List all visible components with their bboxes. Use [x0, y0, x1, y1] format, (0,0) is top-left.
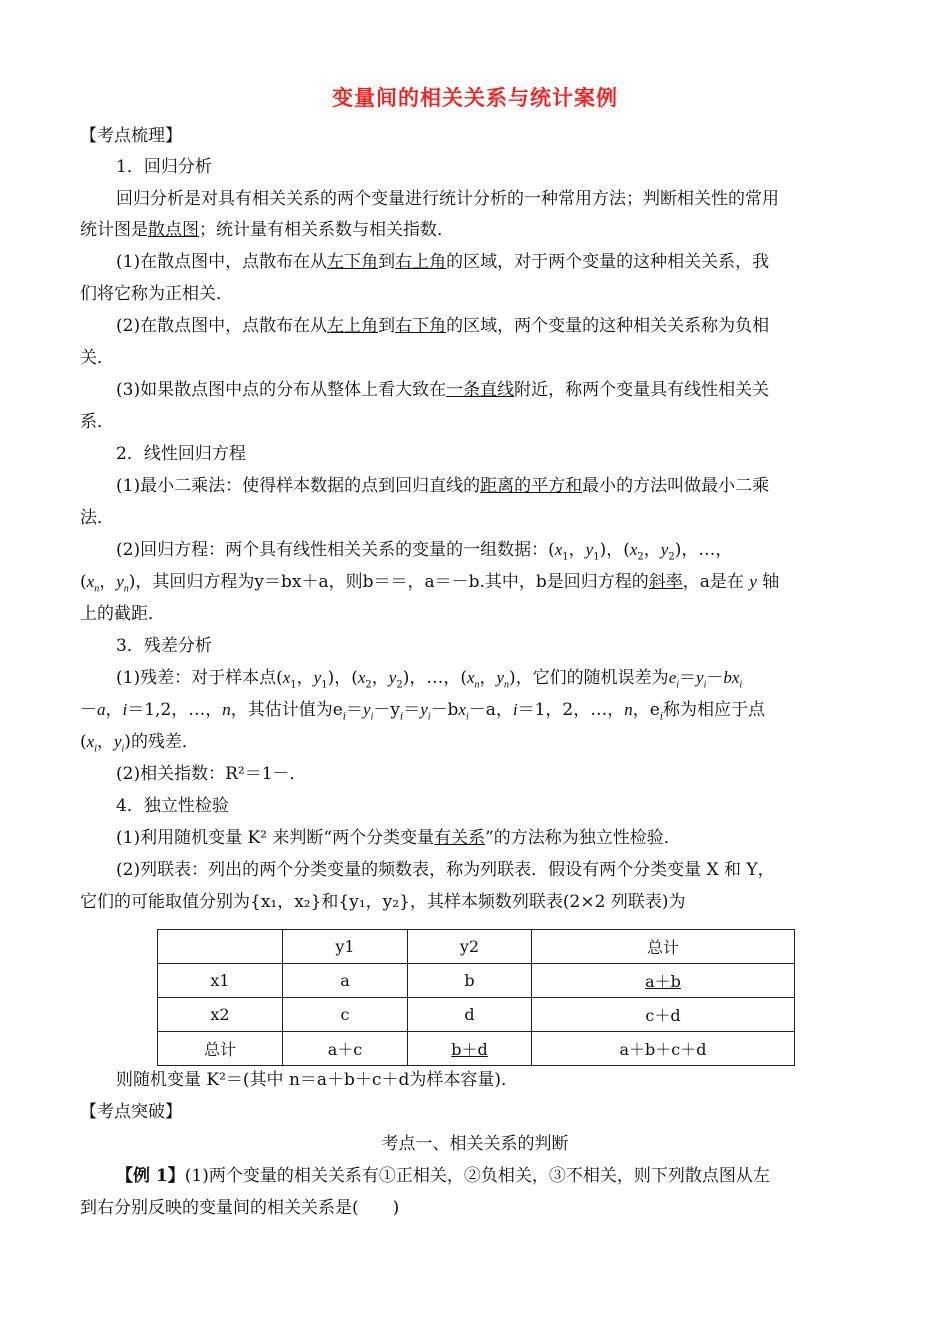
paragraph-line: (2)回归方程：两个具有线性相关关系的变量的一组数据：($x_1$，$y_1$)，($x_2$，$y_2$)，…， — [116, 540, 733, 563]
table-cell: 总计 — [532, 930, 795, 964]
paragraph-line: 回归分析是对具有相关关系的两个变量进行统计分析的一种常用方法；判断相关性的常用 — [116, 189, 779, 209]
paragraph-line: 法． — [80, 508, 114, 528]
paragraph-line: 到右分别反映的变量间的相关关系是( ) — [80, 1198, 400, 1218]
paragraph-line: (3)如果散点图中点的分布从整体上看大致在一条直线附近，称两个变量具有线性相关关 — [116, 380, 770, 400]
table-cell: y1 — [283, 930, 408, 964]
heading-residual-analysis: 3．残差分析 — [116, 636, 212, 656]
paragraph-line: (1)利用随机变量 K² 来判断“两个分类变量有关系”的方法称为独立性检验． — [116, 828, 681, 848]
paragraph-line: ($x_n$，$y_n$)，其回归方程为y＝bx＋a，则b＝＝，a＝－b.其中，b是回归方程的斜率，a是在 y 轴 — [80, 572, 780, 595]
table-cell: a＋b＋c＋d — [532, 1032, 795, 1066]
table-cell: d — [408, 998, 532, 1032]
paragraph-line: 它们的可能取值分别为{x₁，x₂}和{y₁，y₂}，其样本频数列联表(2×2 列联表)为 — [80, 892, 686, 912]
heading-regression-analysis: 1．回归分析 — [116, 157, 212, 177]
paragraph-line: (2)列联表：列出的两个分类变量的频数表，称为列联表．假设有两个分类变量 X 和 Y， — [116, 860, 775, 880]
paragraph-line: 们将它称为正相关． — [80, 284, 233, 304]
paragraph-line: (1)在散点图中，点散布在从左下角到右上角的区域，对于两个变量的这种相关关系，我 — [116, 252, 770, 272]
paragraph-line: ($x_i$，$y_i$)的残差． — [80, 732, 199, 755]
paragraph-line: 上的截距． — [80, 604, 165, 624]
paragraph-line: (2)相关指数：R²＝1－． — [116, 764, 307, 784]
heading-linear-regression: 2．线性回归方程 — [116, 444, 246, 464]
paragraph-line: －a，i＝1,2，…，n，其估计值为$e_i=y_i-y_i=y_i-bx_i-a$，i＝1，2，…，n，$e_i$称为相应于点 — [80, 700, 766, 723]
underlined-term: 左上角 — [327, 316, 379, 336]
table-cell: b＋d — [408, 1032, 532, 1066]
table-cell — [158, 930, 283, 964]
paragraph-line: (2)在散点图中，点散布在从左上角到右下角的区域，两个变量的这种相关关系称为负相 — [116, 316, 770, 336]
table-cell: a＋c — [283, 1032, 408, 1066]
paragraph-line: (1)最小二乘法：使得样本数据的点到回归直线的距离的平方和最小的方法叫做最小二乘 — [116, 476, 770, 496]
table-cell: x1 — [158, 964, 283, 998]
table-cell: 总计 — [158, 1032, 283, 1066]
subsection-heading: 考点一、相关关系的判断 — [381, 1134, 569, 1154]
table-cell: x2 — [158, 998, 283, 1032]
paragraph-line: 则随机变量 K²＝(其中 n＝a＋b＋c＋d为样本容量)． — [116, 1070, 518, 1090]
paragraph-line: 统计图是散点图；统计量有相关系数与相关指数． — [80, 220, 454, 240]
underlined-term: 左下角 — [327, 252, 379, 272]
example-tag: 【例 1】 — [116, 1166, 185, 1186]
underlined-term: 距离的平方和 — [480, 476, 583, 496]
paragraph-line: 系． — [80, 412, 114, 432]
table-cell: a＋b — [532, 964, 795, 998]
table-row — [158, 1032, 795, 1066]
contingency-table — [157, 929, 795, 1066]
table-cell: a — [283, 964, 408, 998]
table-row — [158, 930, 795, 964]
underlined-term: 有关系 — [434, 828, 486, 848]
paragraph-line: (1)残差：对于样本点($x_1$，$y_1$)，($x_2$，$y_2$)，…，($x_n$，$y_n$)，它们的随机误差为$e_i=y_i-bx_i$ — [116, 668, 743, 691]
table-cell: y2 — [408, 930, 532, 964]
underlined-term: 散点图 — [148, 220, 199, 240]
document-title: 变量间的相关关系与统计案例 — [332, 86, 618, 110]
paragraph-line: 【例 1】(1)两个变量的相关关系有①正相关，②负相关，③不相关，则下列散点图从左 — [116, 1166, 770, 1186]
paragraph-line: 关． — [80, 348, 114, 368]
heading-independence-test: 4．独立性检验 — [116, 796, 229, 816]
table-row — [158, 964, 795, 998]
table-cell: c — [283, 998, 408, 1032]
table-row — [158, 998, 795, 1032]
underlined-term: 右下角 — [395, 316, 447, 336]
table-cell: b — [408, 964, 532, 998]
table-cell: c＋d — [532, 998, 795, 1032]
underlined-term: 一条直线 — [446, 380, 515, 400]
section-heading-review: 【考点梳理】 — [80, 126, 182, 146]
underlined-term: 右上角 — [395, 252, 447, 272]
section-heading-breakthrough: 【考点突破】 — [80, 1102, 182, 1122]
underlined-term: 斜率 — [648, 572, 683, 592]
